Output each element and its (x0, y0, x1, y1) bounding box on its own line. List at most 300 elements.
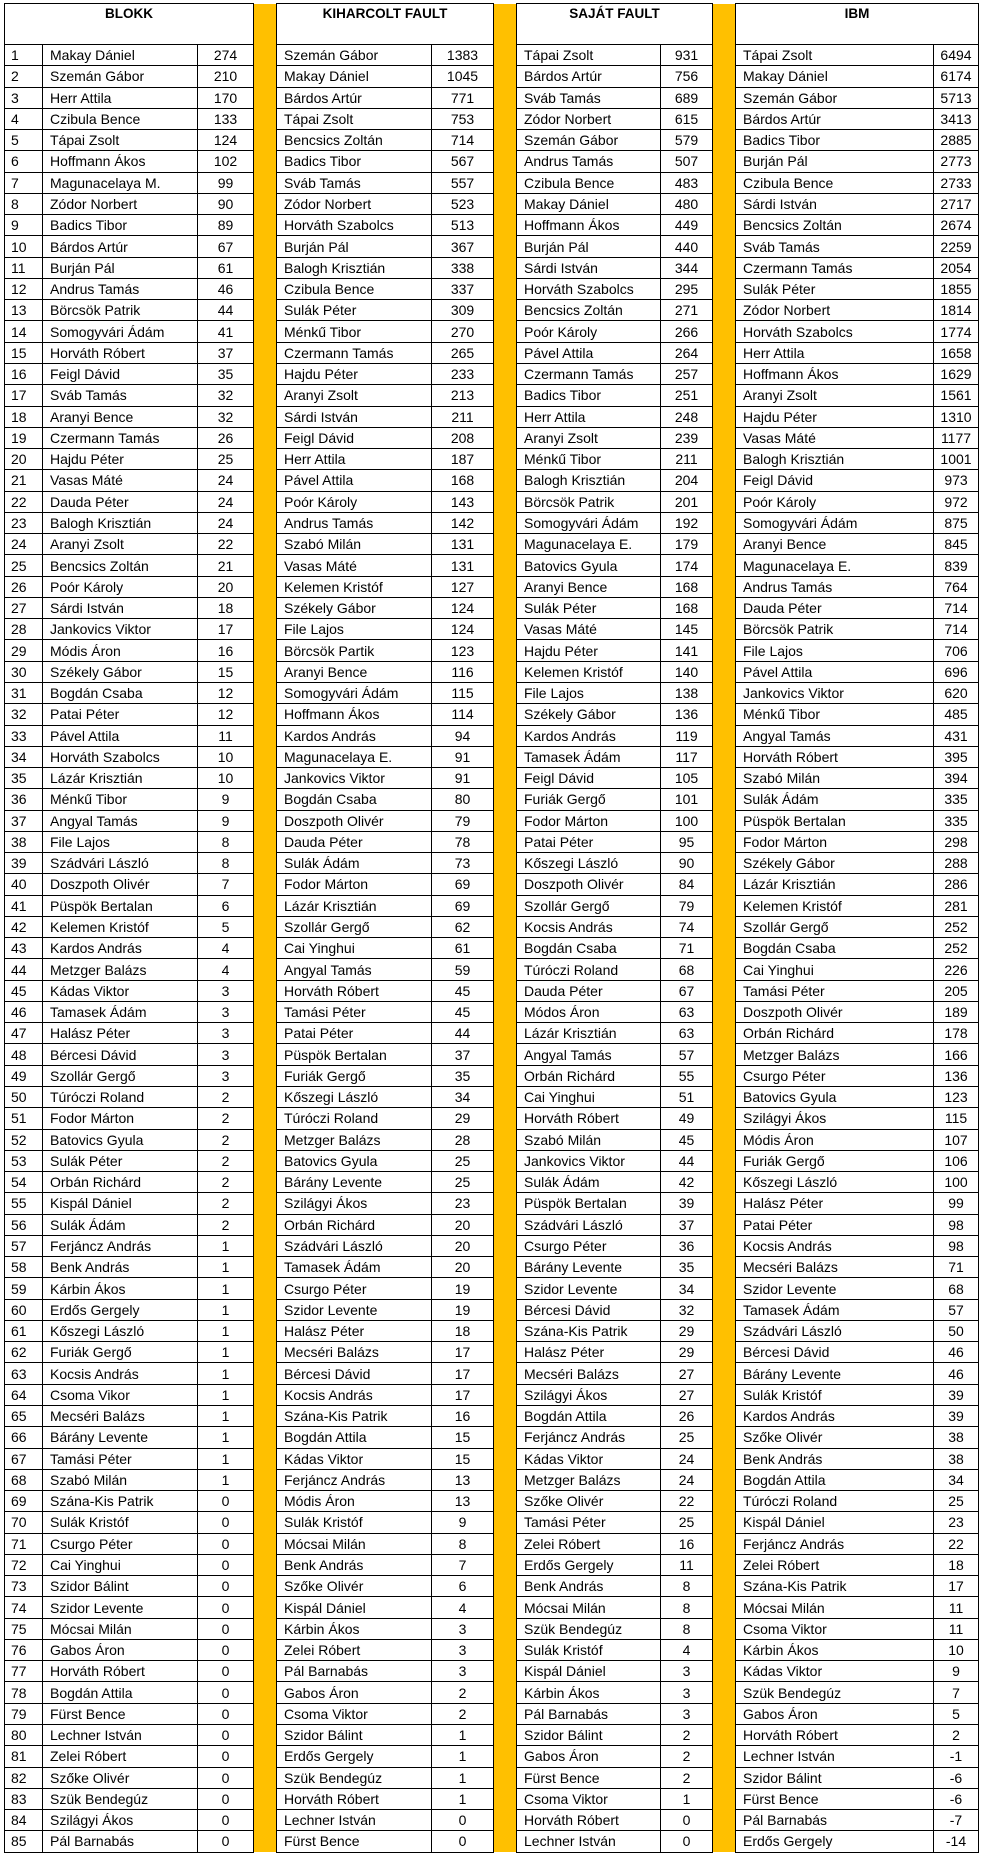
sajat-fault-name-cell: Szádvári László (517, 1214, 661, 1235)
separator-column (494, 1299, 517, 1320)
blokk-value-cell: 3 (198, 1001, 254, 1022)
separator-column (713, 874, 736, 895)
table-row (5, 1363, 979, 1384)
kiharcolt-fault-value-cell: 19 (432, 1299, 494, 1320)
blokk-value-cell: 1 (198, 1235, 254, 1256)
separator-column (494, 1427, 517, 1448)
table-row (5, 534, 979, 555)
separator-column (254, 1767, 277, 1788)
sajat-fault-name-cell: Szemán Gábor (517, 130, 661, 151)
table-row (5, 1023, 979, 1044)
blokk-value-cell: 1 (198, 1469, 254, 1490)
kiharcolt-fault-value-cell: 213 (432, 385, 494, 406)
separator-column (713, 1299, 736, 1320)
separator-column (494, 725, 517, 746)
kiharcolt-fault-value-cell: 94 (432, 725, 494, 746)
ibm-value-cell: 98 (934, 1214, 979, 1235)
sajat-fault-name-cell: Tápai Zsolt (517, 45, 661, 66)
table-row (5, 853, 979, 874)
sajat-fault-value-cell: 295 (661, 278, 713, 299)
rank-cell: 62 (5, 1342, 43, 1363)
blokk-name-cell: Ferjáncz András (43, 1235, 198, 1256)
rank-cell: 9 (5, 215, 43, 236)
ibm-value-cell: 18 (934, 1554, 979, 1575)
blokk-name-cell: Horváth Róbert (43, 342, 198, 363)
sajat-fault-name-cell: Poór Károly (517, 321, 661, 342)
separator-column (494, 4, 517, 45)
rank-cell: 55 (5, 1193, 43, 1214)
blokk-name-cell: Makay Dániel (43, 45, 198, 66)
separator-column (713, 1235, 736, 1256)
separator-column (713, 193, 736, 214)
kiharcolt-fault-value-cell: 9 (432, 1512, 494, 1533)
kiharcolt-fault-value-cell: 15 (432, 1448, 494, 1469)
kiharcolt-fault-value-cell: 28 (432, 1129, 494, 1150)
separator-column (254, 1044, 277, 1065)
header-kiharcolt-fault: KIHARCOLT FAULT (277, 4, 494, 45)
separator-column (713, 1193, 736, 1214)
kiharcolt-fault-value-cell: 73 (432, 853, 494, 874)
blokk-value-cell: 24 (198, 512, 254, 533)
ibm-value-cell: 485 (934, 704, 979, 725)
sajat-fault-value-cell: 34 (661, 1278, 713, 1299)
blokk-name-cell: Somogyvári Ádám (43, 321, 198, 342)
separator-column (713, 810, 736, 831)
sajat-fault-value-cell: 63 (661, 1023, 713, 1044)
table-row (5, 1831, 979, 1852)
separator-column (494, 1193, 517, 1214)
kiharcolt-fault-name-cell: Pável Attila (277, 470, 432, 491)
sajat-fault-name-cell: Vasas Máté (517, 619, 661, 640)
separator-column (713, 1044, 736, 1065)
separator-column (494, 1235, 517, 1256)
blokk-name-cell: Szilágyi Ákos (43, 1810, 198, 1831)
ibm-value-cell: 1658 (934, 342, 979, 363)
separator-column (494, 151, 517, 172)
sajat-fault-value-cell: 211 (661, 449, 713, 470)
blokk-name-cell: Mecséri Balázs (43, 1406, 198, 1427)
kiharcolt-fault-name-cell: Szük Bendegúz (277, 1767, 432, 1788)
kiharcolt-fault-value-cell: 309 (432, 300, 494, 321)
ibm-value-cell: 2733 (934, 172, 979, 193)
table-row (5, 1087, 979, 1108)
blokk-value-cell: 0 (198, 1576, 254, 1597)
separator-column (254, 555, 277, 576)
table-row (5, 1512, 979, 1533)
table-row (5, 66, 979, 87)
separator-column (494, 1406, 517, 1427)
sajat-fault-value-cell: 8 (661, 1618, 713, 1639)
blokk-name-cell: Túróczi Roland (43, 1087, 198, 1108)
blokk-name-cell: Püspök Bertalan (43, 895, 198, 916)
kiharcolt-fault-value-cell: 714 (432, 130, 494, 151)
separator-column (713, 491, 736, 512)
separator-column (713, 45, 736, 66)
blokk-name-cell: Hoffmann Ákos (43, 151, 198, 172)
table-row (5, 895, 979, 916)
rank-cell: 53 (5, 1150, 43, 1171)
sajat-fault-value-cell: 39 (661, 1193, 713, 1214)
separator-column (713, 1320, 736, 1341)
ibm-name-cell: Horváth Róbert (736, 746, 934, 767)
rank-cell: 71 (5, 1533, 43, 1554)
kiharcolt-fault-value-cell: 270 (432, 321, 494, 342)
sajat-fault-name-cell: Kőszegi László (517, 853, 661, 874)
separator-column (254, 1618, 277, 1639)
blokk-name-cell: Kádas Viktor (43, 980, 198, 1001)
separator-column (713, 1512, 736, 1533)
sajat-fault-value-cell: 3 (661, 1682, 713, 1703)
separator-column (254, 45, 277, 66)
ibm-name-cell: Vasas Máté (736, 427, 934, 448)
table-row (5, 1639, 979, 1660)
header-ibm: IBM (736, 4, 979, 45)
blokk-name-cell: Lázár Krisztián (43, 768, 198, 789)
kiharcolt-fault-value-cell: 35 (432, 1065, 494, 1086)
blokk-name-cell: Bárány Levente (43, 1427, 198, 1448)
blokk-name-cell: Szidor Levente (43, 1597, 198, 1618)
separator-column (254, 1320, 277, 1341)
kiharcolt-fault-name-cell: Fodor Márton (277, 874, 432, 895)
kiharcolt-fault-name-cell: Székely Gábor (277, 597, 432, 618)
rank-cell: 8 (5, 193, 43, 214)
kiharcolt-fault-name-cell: Makay Dániel (277, 66, 432, 87)
rank-cell: 18 (5, 406, 43, 427)
ibm-value-cell: 335 (934, 789, 979, 810)
sajat-fault-name-cell: Fürst Bence (517, 1767, 661, 1788)
separator-column (254, 449, 277, 470)
separator-column (713, 576, 736, 597)
kiharcolt-fault-name-cell: File Lajos (277, 619, 432, 640)
rank-cell: 30 (5, 661, 43, 682)
rank-cell: 78 (5, 1682, 43, 1703)
ibm-value-cell: 46 (934, 1342, 979, 1363)
kiharcolt-fault-value-cell: 20 (432, 1257, 494, 1278)
rank-cell: 28 (5, 619, 43, 640)
separator-column (254, 1512, 277, 1533)
separator-column (713, 704, 736, 725)
separator-column (713, 1554, 736, 1575)
sajat-fault-name-cell: Ferjáncz András (517, 1427, 661, 1448)
blokk-name-cell: Zódor Norbert (43, 193, 198, 214)
separator-column (254, 810, 277, 831)
blokk-value-cell: 12 (198, 704, 254, 725)
separator-column (713, 1001, 736, 1022)
sajat-fault-value-cell: 24 (661, 1469, 713, 1490)
blokk-value-cell: 5 (198, 916, 254, 937)
blokk-name-cell: Angyal Tamás (43, 810, 198, 831)
ibm-name-cell: Túróczi Roland (736, 1491, 934, 1512)
table-row (5, 597, 979, 618)
table-row (5, 1065, 979, 1086)
ibm-value-cell: 1310 (934, 406, 979, 427)
sajat-fault-name-cell: Horváth Róbert (517, 1108, 661, 1129)
ibm-name-cell: Aranyi Zsolt (736, 385, 934, 406)
kiharcolt-fault-name-cell: Mócsai Milán (277, 1533, 432, 1554)
separator-column (254, 768, 277, 789)
ibm-name-cell: Szidor Levente (736, 1278, 934, 1299)
ibm-value-cell: 973 (934, 470, 979, 491)
sajat-fault-value-cell: 192 (661, 512, 713, 533)
sajat-fault-value-cell: 440 (661, 236, 713, 257)
separator-column (713, 1427, 736, 1448)
blokk-value-cell: 0 (198, 1554, 254, 1575)
kiharcolt-fault-value-cell: 25 (432, 1172, 494, 1193)
kiharcolt-fault-name-cell: Szána-Kis Patrik (277, 1406, 432, 1427)
blokk-value-cell: 21 (198, 555, 254, 576)
separator-column (713, 236, 736, 257)
sajat-fault-value-cell: 449 (661, 215, 713, 236)
table-row (5, 1448, 979, 1469)
rank-cell: 37 (5, 810, 43, 831)
sajat-fault-value-cell: 51 (661, 1087, 713, 1108)
blokk-name-cell: Kardos András (43, 938, 198, 959)
sajat-fault-name-cell: Sulák Ádám (517, 1172, 661, 1193)
sajat-fault-name-cell: Szollár Gergő (517, 895, 661, 916)
ibm-name-cell: Furiák Gergő (736, 1150, 934, 1171)
sajat-fault-name-cell: Horváth Szabolcs (517, 278, 661, 299)
kiharcolt-fault-value-cell: 37 (432, 1044, 494, 1065)
blokk-value-cell: 4 (198, 938, 254, 959)
separator-column (254, 1235, 277, 1256)
sajat-fault-name-cell: Bárdos Artúr (517, 66, 661, 87)
rank-cell: 34 (5, 746, 43, 767)
ibm-value-cell: 38 (934, 1427, 979, 1448)
sajat-fault-value-cell: 2 (661, 1767, 713, 1788)
sajat-fault-name-cell: Czibula Bence (517, 172, 661, 193)
sajat-fault-name-cell: Somogyvári Ádám (517, 512, 661, 533)
sajat-fault-value-cell: 16 (661, 1533, 713, 1554)
separator-column (494, 172, 517, 193)
sajat-fault-value-cell: 71 (661, 938, 713, 959)
separator-column (254, 1661, 277, 1682)
rank-cell: 47 (5, 1023, 43, 1044)
table-row (5, 236, 979, 257)
rank-cell: 70 (5, 1512, 43, 1533)
kiharcolt-fault-name-cell: Szádvári László (277, 1235, 432, 1256)
separator-column (254, 661, 277, 682)
table-row (5, 1044, 979, 1065)
ibm-value-cell: 50 (934, 1320, 979, 1341)
ibm-name-cell: Szilágyi Ákos (736, 1108, 934, 1129)
separator-column (713, 1214, 736, 1235)
table-row (5, 1406, 979, 1427)
rank-cell: 6 (5, 151, 43, 172)
kiharcolt-fault-name-cell: Sváb Tamás (277, 172, 432, 193)
kiharcolt-fault-value-cell: 69 (432, 874, 494, 895)
sajat-fault-value-cell: 22 (661, 1491, 713, 1512)
separator-column (713, 1724, 736, 1745)
kiharcolt-fault-name-cell: Fürst Bence (277, 1831, 432, 1852)
table-row (5, 980, 979, 1001)
ibm-value-cell: 696 (934, 661, 979, 682)
ibm-name-cell: Erdős Gergely (736, 1831, 934, 1852)
sajat-fault-value-cell: 248 (661, 406, 713, 427)
kiharcolt-fault-value-cell: 69 (432, 895, 494, 916)
rank-cell: 40 (5, 874, 43, 895)
rank-cell: 74 (5, 1597, 43, 1618)
separator-column (254, 1384, 277, 1405)
blokk-name-cell: Pál Barnabás (43, 1831, 198, 1852)
separator-column (713, 87, 736, 108)
blokk-name-cell: Poór Károly (43, 576, 198, 597)
blokk-value-cell: 6 (198, 895, 254, 916)
separator-column (713, 1491, 736, 1512)
table-row (5, 1469, 979, 1490)
kiharcolt-fault-name-cell: Kárbin Ákos (277, 1618, 432, 1639)
sajat-fault-name-cell: Bárány Levente (517, 1257, 661, 1278)
kiharcolt-fault-value-cell: 45 (432, 980, 494, 1001)
separator-column (494, 1746, 517, 1767)
kiharcolt-fault-name-cell: Módis Áron (277, 1491, 432, 1512)
blokk-value-cell: 35 (198, 363, 254, 384)
separator-column (494, 193, 517, 214)
table-row (5, 257, 979, 278)
separator-column (713, 1108, 736, 1129)
separator-column (494, 1810, 517, 1831)
separator-column (494, 449, 517, 470)
table-row (5, 938, 979, 959)
table-row (5, 1150, 979, 1171)
blokk-value-cell: 17 (198, 619, 254, 640)
kiharcolt-fault-value-cell: 523 (432, 193, 494, 214)
rank-cell: 19 (5, 427, 43, 448)
ibm-value-cell: 6174 (934, 66, 979, 87)
kiharcolt-fault-value-cell: 17 (432, 1384, 494, 1405)
table-row (5, 916, 979, 937)
blokk-value-cell: 89 (198, 215, 254, 236)
sajat-fault-name-cell: Horváth Róbert (517, 1810, 661, 1831)
blokk-name-cell: Furiák Gergő (43, 1342, 198, 1363)
separator-column (494, 980, 517, 1001)
blokk-value-cell: 210 (198, 66, 254, 87)
blokk-value-cell: 1 (198, 1342, 254, 1363)
ibm-value-cell: 2054 (934, 257, 979, 278)
blokk-name-cell: Bencsics Zoltán (43, 555, 198, 576)
blokk-name-cell: Zelei Róbert (43, 1746, 198, 1767)
table-row (5, 363, 979, 384)
kiharcolt-fault-name-cell: Jankovics Viktor (277, 768, 432, 789)
kiharcolt-fault-value-cell: 233 (432, 363, 494, 384)
separator-column (494, 427, 517, 448)
sajat-fault-value-cell: 251 (661, 385, 713, 406)
sajat-fault-value-cell: 100 (661, 810, 713, 831)
blokk-name-cell: Burján Pál (43, 257, 198, 278)
separator-column (254, 215, 277, 236)
rank-cell: 13 (5, 300, 43, 321)
ibm-name-cell: Halász Péter (736, 1193, 934, 1214)
ibm-value-cell: 2 (934, 1724, 979, 1745)
sajat-fault-name-cell: Andrus Tamás (517, 151, 661, 172)
sajat-fault-name-cell: Hajdu Péter (517, 640, 661, 661)
sajat-fault-value-cell: 145 (661, 619, 713, 640)
separator-column (713, 1831, 736, 1852)
ibm-value-cell: -6 (934, 1788, 979, 1809)
ibm-value-cell: 1814 (934, 300, 979, 321)
rank-cell: 73 (5, 1576, 43, 1597)
rank-cell: 12 (5, 278, 43, 299)
kiharcolt-fault-value-cell: 338 (432, 257, 494, 278)
blokk-name-cell: Kocsis András (43, 1363, 198, 1384)
blokk-value-cell: 1 (198, 1406, 254, 1427)
sajat-fault-name-cell: Burján Pál (517, 236, 661, 257)
kiharcolt-fault-value-cell: 211 (432, 406, 494, 427)
sajat-fault-name-cell: Szilágyi Ákos (517, 1384, 661, 1405)
table-row (5, 1214, 979, 1235)
ibm-name-cell: Makay Dániel (736, 66, 934, 87)
ibm-name-cell: Püspök Bertalan (736, 810, 934, 831)
kiharcolt-fault-name-cell: Gabos Áron (277, 1682, 432, 1703)
separator-column (494, 1618, 517, 1639)
separator-column (494, 1703, 517, 1724)
separator-column (494, 1661, 517, 1682)
separator-column (713, 895, 736, 916)
ibm-name-cell: Szemán Gábor (736, 87, 934, 108)
separator-column (254, 151, 277, 172)
kiharcolt-fault-name-cell: Pál Barnabás (277, 1661, 432, 1682)
rank-cell: 16 (5, 363, 43, 384)
blokk-value-cell: 44 (198, 300, 254, 321)
blokk-name-cell: Feigl Dávid (43, 363, 198, 384)
kiharcolt-fault-name-cell: Szidor Levente (277, 1299, 432, 1320)
separator-column (713, 746, 736, 767)
ibm-value-cell: 252 (934, 938, 979, 959)
ibm-value-cell: 1001 (934, 449, 979, 470)
ibm-name-cell: Jankovics Viktor (736, 682, 934, 703)
separator-column (494, 916, 517, 937)
ibm-value-cell: 298 (934, 831, 979, 852)
separator-column (713, 1469, 736, 1490)
table-row (5, 1703, 979, 1724)
blokk-value-cell: 0 (198, 1682, 254, 1703)
rank-cell: 54 (5, 1172, 43, 1193)
kiharcolt-fault-value-cell: 187 (432, 449, 494, 470)
blokk-name-cell: Doszpoth Olivér (43, 874, 198, 895)
kiharcolt-fault-value-cell: 143 (432, 491, 494, 512)
table-row (5, 470, 979, 491)
kiharcolt-fault-value-cell: 20 (432, 1235, 494, 1256)
rank-cell: 10 (5, 236, 43, 257)
ibm-name-cell: Magunacelaya E. (736, 555, 934, 576)
blokk-value-cell: 0 (198, 1512, 254, 1533)
rank-cell: 57 (5, 1235, 43, 1256)
sajat-fault-value-cell: 119 (661, 725, 713, 746)
separator-column (254, 640, 277, 661)
kiharcolt-fault-value-cell: 142 (432, 512, 494, 533)
ibm-name-cell: Fürst Bence (736, 1788, 934, 1809)
separator-column (713, 1682, 736, 1703)
separator-column (494, 1597, 517, 1618)
kiharcolt-fault-value-cell: 115 (432, 682, 494, 703)
separator-column (254, 1001, 277, 1022)
separator-column (713, 1406, 736, 1427)
separator-column (713, 619, 736, 640)
rank-cell: 46 (5, 1001, 43, 1022)
kiharcolt-fault-value-cell: 19 (432, 1278, 494, 1299)
blokk-name-cell: Pável Attila (43, 725, 198, 746)
kiharcolt-fault-value-cell: 116 (432, 661, 494, 682)
separator-column (254, 1576, 277, 1597)
blokk-name-cell: Módis Áron (43, 640, 198, 661)
blokk-value-cell: 0 (198, 1491, 254, 1512)
ibm-value-cell: 3413 (934, 108, 979, 129)
table-row (5, 661, 979, 682)
ibm-name-cell: Kocsis András (736, 1235, 934, 1256)
rank-cell: 48 (5, 1044, 43, 1065)
blokk-name-cell: Csoma Vikor (43, 1384, 198, 1405)
sajat-fault-name-cell: Zelei Róbert (517, 1533, 661, 1554)
kiharcolt-fault-value-cell: 45 (432, 1001, 494, 1022)
